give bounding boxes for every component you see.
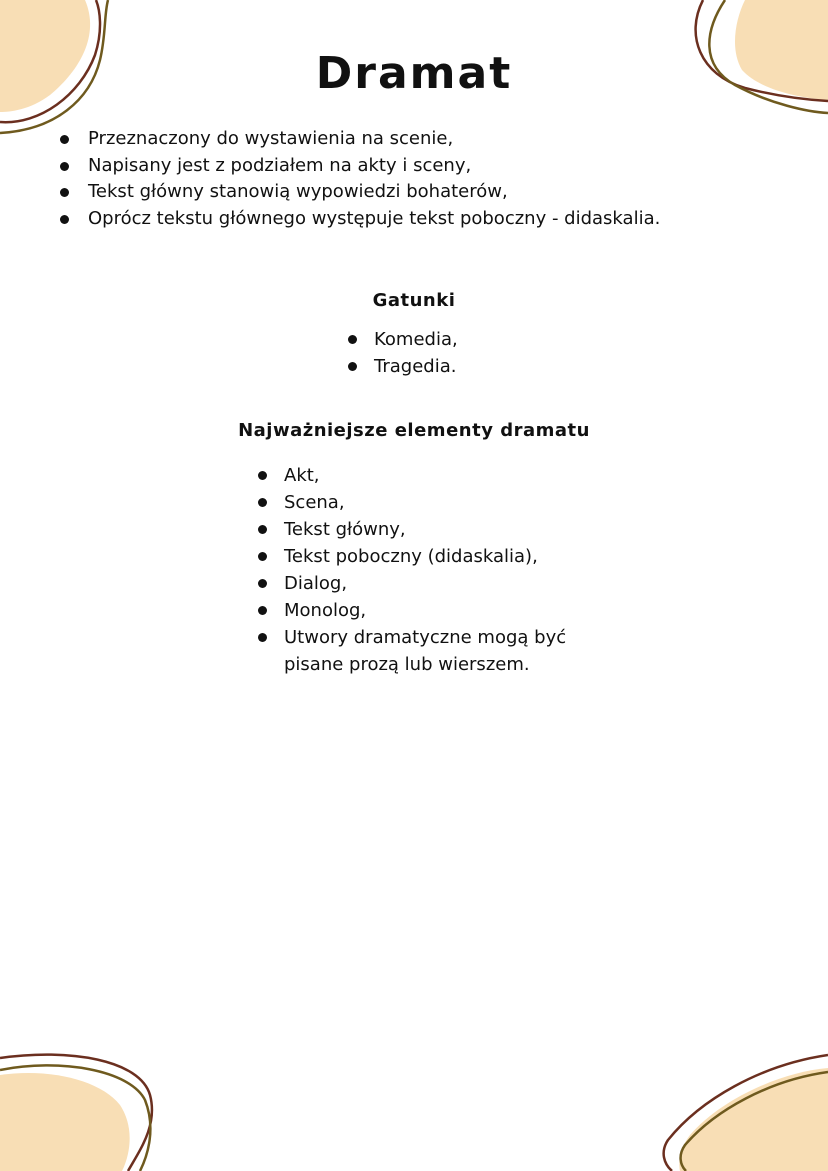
intro-list [60,126,800,232]
list-item: Utwory dramatyczne mogą być pisane prozą lub wierszem. [258,624,598,678]
gatunki-heading: Gatunki [372,290,456,311]
list-item: Scena, [258,489,598,516]
list-item: Tragedia. [348,353,648,380]
list-item: Oprócz tekstu głównego występuje tekst poboczny - didaskalia. [60,206,800,233]
list-item: Komedia, [348,326,648,353]
page-title: Dramat [315,48,513,99]
list-item: Przeznaczony do wystawienia na scenie, [60,126,800,153]
list-item: Tekst poboczny (didaskalia), [258,543,598,570]
bottom-left-blob [0,1055,152,1171]
gatunki-list [348,326,648,380]
elements-list [258,462,598,678]
list-item: Tekst główny, [258,516,598,543]
list-item: Monolog, [258,597,598,624]
list-item: Dialog, [258,570,598,597]
bottom-right-blob [664,1055,828,1171]
elements-heading: Najważniejsze elementy dramatu [238,420,590,441]
list-item: Napisany jest z podziałem na akty i sceny, [60,153,800,180]
list-item: Akt, [258,462,598,489]
list-item: Tekst główny stanowią wypowiedzi bohaterów, [60,179,800,206]
